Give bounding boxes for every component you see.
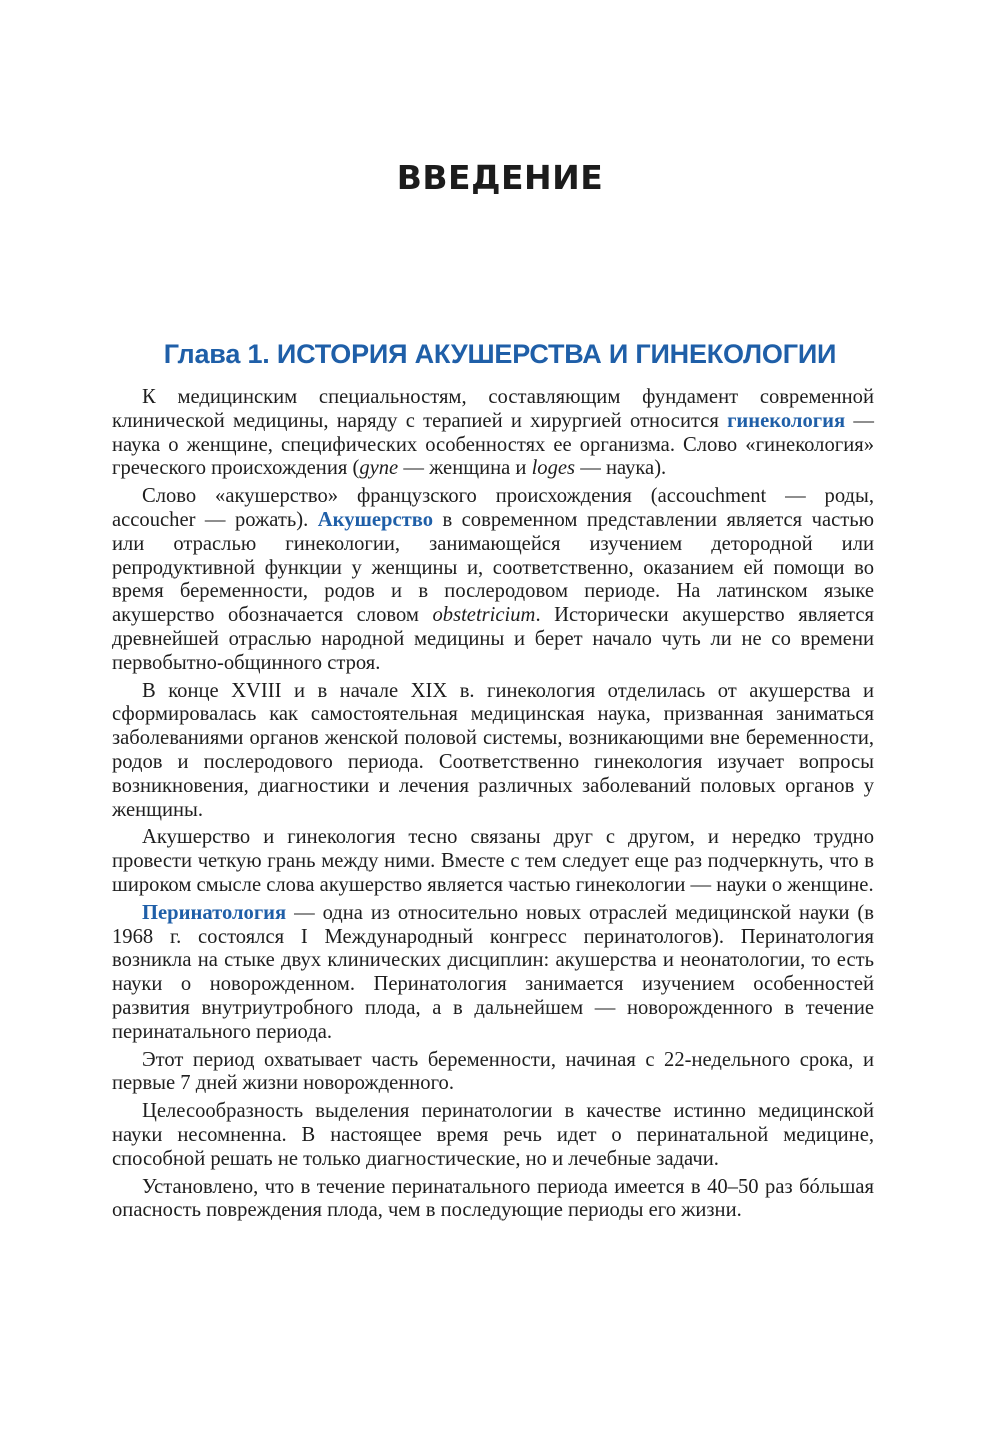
paragraph-3: В конце XVIII и в начале XIX в. гинекология отделилась от акушерства и сформировалась как самостоятельная медицинская наука, призванная заниматься заболеваниями органов женской половой системы, возникающими вне беременности, родов и послеродового периода. Соответственно гинекология изучает вопросы возникновения, диагностики и лечения различных заболеваний половых органов у женщины. (112, 679, 874, 821)
page-title: ВВЕДЕНИЕ (396, 158, 604, 197)
paragraph-2-text-b: в современном представлении является частью или отраслью гинекологии, занимающейся изучением детородной или репродуктивной функции у женщины и, соответственно, оказанием ей помощи во время беременности, родов и в послеродовом периоде. На латинском языке акушерство обозначается словом (112, 508, 875, 627)
paragraph-2-text-a: Слово «акушерство» французского происхождения (accouchment — роды, accoucher — рожать). (112, 485, 874, 531)
paragraph-8: Установлено, что в течение перинатального периода имеется в 40–50 раз бóльшая опасность повреждения плода, чем в последующие периоды его жизни. (112, 1175, 874, 1222)
paragraph-1 (112, 386, 874, 481)
term-perinatology: Перинатология (142, 901, 287, 924)
paragraph-6: Этот период охватывает часть беременности, начиная с 22-недельного срока, и первые 7 дней жизни новорожденного. (112, 1048, 874, 1095)
paragraph-1-text-b: — наука о женщине, специфических особенностях ее организма. Слово «гинекология» греческого происхождения ( (112, 409, 874, 480)
paragraph-2 (112, 485, 874, 675)
chapter-title: Глава 1. ИСТОРИЯ АКУШЕРСТВА И ГИНЕКОЛОГИИ (163, 339, 837, 369)
paragraph-1-text-a: К медицинским специальностям, составляющим фундамент современной клинической медицины, наряду с терапией и хирургией относится (112, 386, 874, 432)
paragraph-4: Акушерство и гинекология тесно связаны друг с другом, и нередко трудно провести четкую грань между ними. Вместе с тем следует еще раз подчеркнуть, что в широком смысле слова акушерство является частью гинекологии — науки о женщине. (112, 826, 874, 896)
paragraph-1-text-d: — наука). (575, 457, 667, 480)
italic-loges: loges (531, 457, 576, 480)
paragraph-2-text-c: . Исторически акушерство является древнейшей отраслью народной медицины и берет начало чуть ли не со времени первобытно-общинного строя. (112, 604, 874, 674)
italic-gyne: gyne (359, 457, 399, 480)
body-text (112, 386, 874, 1227)
paragraph-1-text-c: — женщина и (398, 457, 532, 480)
term-obstetrics: Акушерство (317, 508, 434, 531)
paragraph-5 (112, 902, 874, 1045)
paragraph-7: Целесообразность выделения перинатологии в качестве истинно медицинской науки несомненна. В настоящее время речь идет о перинатальной медицине, способной решать не только диагностические, но и лечебные задачи. (112, 1100, 874, 1170)
term-gynecology: гинекология (727, 409, 846, 432)
italic-obstetricium: obstetricium (432, 604, 536, 627)
paragraph-5-text-b: — одна из относительно новых отраслей медицинской науки (в 1968 г. состоялся I Международный конгресс перинатологов). Перинатология возникла на стыке двух клинических дисциплин: акушерства и неонатологии, то есть науки о новорожденном. Перинатология занимается изучением особенностей развития внутриутробного плода, а в дальнейшем — новорожденного в течение перинатального периода. (112, 901, 874, 1043)
